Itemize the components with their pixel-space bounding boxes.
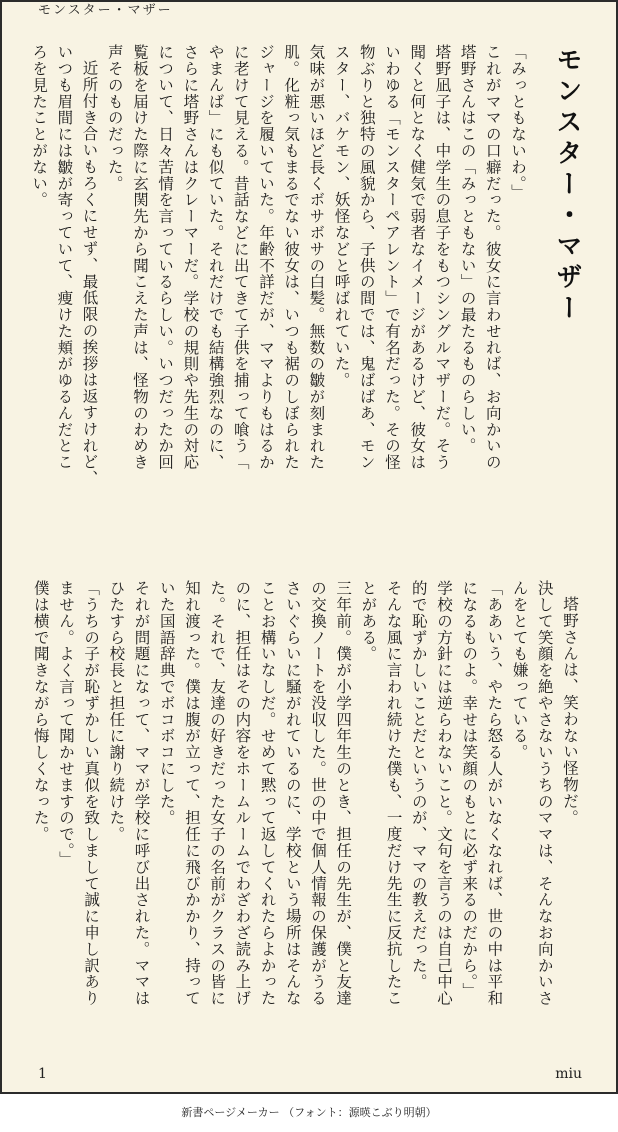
text-line: 学校の方針には逆らわないこと。文句を言うのは自己中心 xyxy=(434,580,453,1007)
text-line: た。それで、友達の好きだった女子の名前がクラスの皆に xyxy=(208,580,227,1007)
text-line: 三年前。僕が小学四年生のとき、担任の先生が、僕と友達 xyxy=(334,580,353,1007)
text-line: そんな風に言われ続けた僕も、一度だけ先生に反抗したこ xyxy=(384,580,403,1007)
text-line: んをとても嫌っている。 xyxy=(510,580,529,761)
text-line: 僕は横で聞きながら悔しくなった。 xyxy=(31,580,50,843)
author-name: miu xyxy=(555,1066,582,1082)
text-line: のに、担任はその内容をホームルームでわざわざ読み上げ xyxy=(233,580,252,1007)
text-line: 気味が悪いほど長くボサボサの白髪。無数の皺が刻まれた xyxy=(307,44,326,471)
page-number: 1 xyxy=(38,1066,47,1082)
text-line: 的で恥ずかしいことだというのが、ママの教えだった。 xyxy=(409,580,428,990)
story-title: モンスター・マザー xyxy=(552,46,582,325)
text-line: いわゆる「モンスターペアレント」で有名だった。その怪 xyxy=(382,44,401,471)
text-line: いつも眉間には皺が寄っていて、痩けた頬がゆるんだとこ xyxy=(55,44,74,471)
text-line: 肌。化粧っ気もまるでない彼女は、いつも裾のしぼられた xyxy=(282,44,301,471)
text-line: これがママの口癖だった。彼女に言わせれば、お向かいの xyxy=(483,44,502,471)
text-line: 覧板を届けた際に玄関先から聞こえた声は、怪物のわめき xyxy=(130,44,149,471)
text-line: ろを見たことがない。 xyxy=(30,44,49,208)
text-line: 塔野凪子は、中学生の息子をもつシングルマザーだ。そう xyxy=(433,44,452,471)
text-line: 塔野さんはこの「みっともない」の最たるものらしい。 xyxy=(458,44,477,454)
text-line: 物ぶりと独特の風貌から、子供の間では、鬼ばばあ、モン xyxy=(357,44,376,471)
text-line: になるものよ。幸せは笑顔のもとに必ず来るのだから。」 xyxy=(460,580,479,999)
text-line: に老けて見える。昔話などに出てきて子供を捕って喰う「 xyxy=(231,44,250,471)
text-line: とがある。 xyxy=(359,580,378,662)
text-line: さらに塔野さんはクレーマーだ。学校の規則や先生の対応 xyxy=(181,44,200,471)
running-header: モンスター・マザー xyxy=(38,3,173,18)
text-line: 声そのものだった。 xyxy=(105,44,124,192)
text-line: 決して笑顔を絶やさないうちのママは、そんなお向かいさ xyxy=(535,580,554,1007)
text-line: 「うちの子が恥ずかしい真似を致しまして誠に申し訳あり xyxy=(82,580,101,1007)
upper-body-text xyxy=(26,44,530,549)
lower-body-text xyxy=(28,580,582,1060)
text-line: いた国語辞典でボコボコにした。 xyxy=(157,580,176,826)
text-line: 近所付き合いもろくにせず、最低限の挨拶は返すけれど、 xyxy=(80,59,99,486)
text-line: それが問題になって、ママが学校に呼び出された。ママは xyxy=(132,580,151,1007)
text-line: ません。よく言って聞かせますので。」 xyxy=(56,580,75,868)
text-line: 「みっともないわ。」 xyxy=(509,44,527,201)
lower-text-block xyxy=(32,580,582,1060)
upper-text-block xyxy=(32,44,582,549)
text-line: の交換ノートを没収した。世の中で個人情報の保護がうる xyxy=(308,580,327,1007)
text-line: さいぐらいに騒がれているのに、学校という場所はそんな xyxy=(283,580,302,1007)
text-line: ことお構いなしだ。せめて黙って返してくれたらよかった xyxy=(258,580,277,1007)
text-line: 塔野さんは、笑わない怪物だ。 xyxy=(561,595,579,826)
text-line: 知れ渡った。僕は腹が立って、担任に飛びかかり、持って xyxy=(182,580,201,1007)
generator-credit: 新書ページメーカー （フォント：源暎こぶり明朝） xyxy=(181,1106,437,1119)
text-line: 聞くと何となく健気で弱者なイメージがあるけど、彼女は xyxy=(408,44,427,471)
text-line: やまんば」にも似ていた。それだけでも結構強烈なのに、 xyxy=(206,44,225,471)
text-line: 「ああいう、やたら怒る人がいなくなれば、世の中は平和 xyxy=(485,580,504,1007)
text-line: ひたすら校長と担任に謝り続けた。 xyxy=(107,580,126,843)
text-line: スター、バケモン、妖怪などと呼ばれていた。 xyxy=(332,44,351,389)
text-line: について、日々苦情を言っているらしい。いつだったか回 xyxy=(156,44,175,471)
text-line: ジャージを履いていた。年齢不詳だが、ママよりもはるか xyxy=(256,44,275,471)
